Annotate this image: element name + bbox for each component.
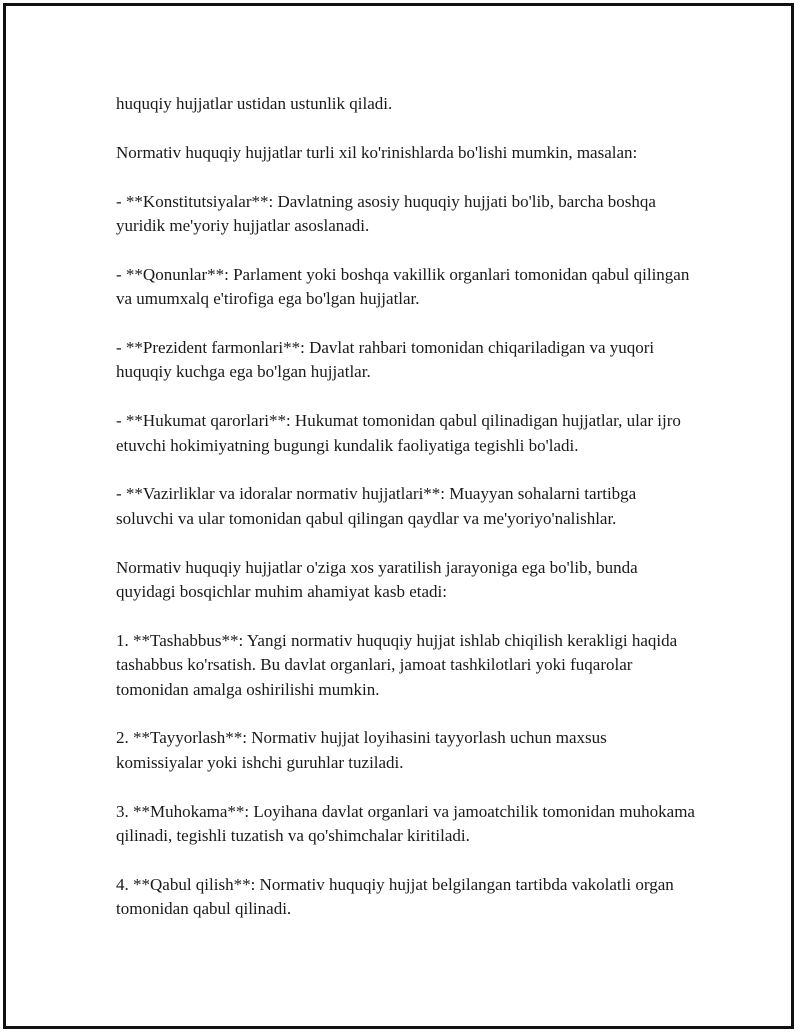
list-item-prezident-farmonlari: - **Prezident farmonlari**: Davlat rahbari tomonidan chiqariladigan va yuqori huquqiy kuchga ega bo'lgan hujjatlar. [116,338,655,382]
paragraph-intro-stages: Normativ huquqiy hujjatlar o'ziga xos yaratilish jarayoniga ega bo'lib, bunda quyidagi bosqichlar muhim ahamiyat kasb etadi: [116,557,638,602]
paragraph-continuation: huquqiy hujjatlar ustidan ustunlik qiladi. [116,94,393,113]
list-item-vazirliklar: - **Vazirliklar va idoralar normativ hujjatlari**: Muayyan sohalarni tartibga soluvchi va ular tomonidan qabul qilingan qaydlar va me'yoriyo'nalishlar. [116,484,637,528]
list-item-qonunlar: - **Qonunlar**: Parlament yoki boshqa vakillik organlari tomonidan qabul qilingan va umumxalq e'tirofiga ega bo'lgan hujjatlar. [116,264,690,309]
paragraph-intro-types: Normativ huquqiy hujjatlar turli xil ko'rinishlarda bo'lishi mumkin, masalan: [116,142,638,162]
document-body [116,92,696,946]
list-item-qabul-qilish: 4. **Qabul qilish**: Normativ huquqiy hujjat belgilangan tartibda vakolatli organ tomonidan qabul qilinadi. [116,874,674,919]
list-item-muhokama: 3. **Muhokama**: Loyihana davlat organlari va jamoatchilik tomonidan muhokama qilinadi, tegishli tuzatish va qo'shimchalar kiritiladi. [116,801,695,846]
list-item-hukumat-qarorlari: - **Hukumat qarorlari**: Hukumat tomonidan qabul qilinadigan hujjatlar, ular ijro etuvchi hokimiyatning bugungi kundalik faoliyatiga tegishli bo'ladi. [116,411,681,455]
list-item-tashabbus: 1. **Tashabbus**: Yangi normativ huquqiy hujjat ishlab chiqilish kerakligi haqida tashabbus ko'rsatish. Bu davlat organlari, jamoat tashkilotlari yoki fuqarolar tomonidan amalga oshirilishi mumkin. [116,630,678,699]
list-item-tayyorlash: 2. **Tayyorlash**: Normativ hujjat loyihasini tayyorlash uchun maxsus komissiyalar yoki ishchi guruhlar tuziladi. [116,728,607,772]
list-item-konstitutsiyalar: - **Konstitutsiyalar**: Davlatning asosiy huquqiy hujjati bo'lib, barcha boshqa yuridik me'yoriy hujjatlar asoslanadi. [116,191,656,235]
